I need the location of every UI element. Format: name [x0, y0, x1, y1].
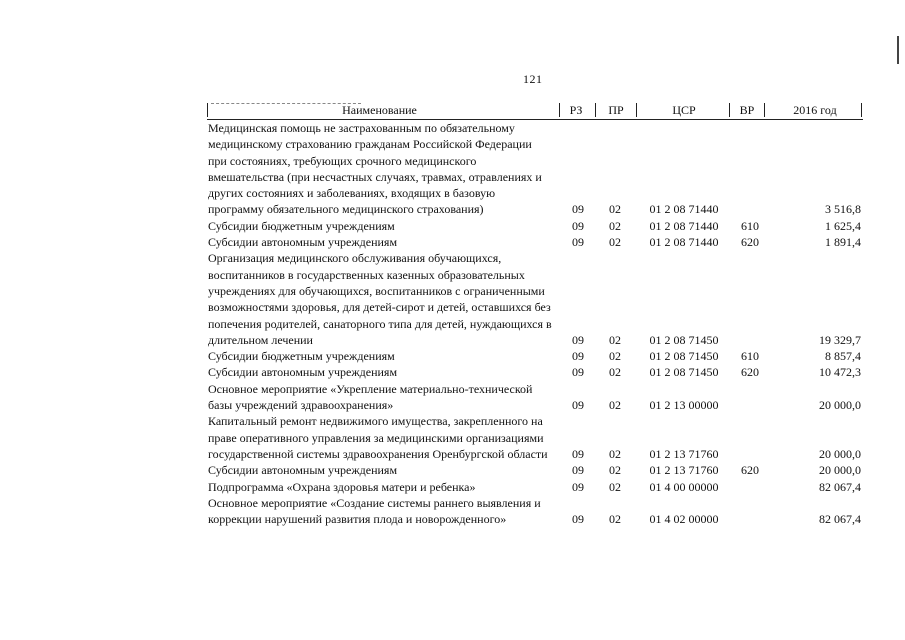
table-header	[207, 102, 863, 120]
row-rz: 09	[572, 332, 584, 347]
scan-edge-mark	[897, 36, 899, 64]
table-row	[207, 495, 863, 528]
row-name: Субсидии бюджетным учреждениям	[208, 349, 395, 364]
table-row	[207, 413, 863, 462]
row-csr: 01 2 08 71440	[649, 235, 719, 250]
row-csr: 01 2 13 00000	[649, 398, 719, 413]
row-sum: 20 000,0	[819, 446, 861, 461]
row-csr: 01 2 13 71760	[649, 446, 719, 461]
table-row	[207, 381, 863, 414]
table-row	[207, 462, 863, 478]
budget-table	[207, 102, 863, 527]
row-rz: 09	[572, 446, 584, 461]
header-csr: ЦСР	[672, 103, 696, 117]
table-row	[207, 364, 863, 380]
row-sum: 3 516,8	[825, 202, 861, 217]
row-sum: 10 472,3	[819, 365, 861, 380]
row-pr: 02	[609, 332, 621, 347]
table-row	[207, 250, 863, 348]
table-body	[207, 120, 863, 527]
row-name: Субсидии автономным учреждениям	[208, 365, 398, 380]
row-csr: 01 2 08 71450	[649, 365, 719, 380]
table-row	[207, 479, 863, 495]
row-pr: 02	[609, 235, 621, 250]
table-row	[207, 234, 863, 250]
row-pr: 02	[609, 398, 621, 413]
row-pr: 02	[609, 365, 621, 380]
table-row	[207, 348, 863, 364]
row-sum: 1 625,4	[825, 218, 861, 233]
row-name: Субсидии автономным учреждениям	[208, 463, 398, 478]
row-rz: 09	[572, 218, 584, 233]
header-year: 2016 год	[793, 103, 837, 117]
row-name: Основное мероприятие «Укрепление материально-технической базы учреждений здравоохранения»	[208, 381, 533, 413]
row-rz: 09	[572, 398, 584, 413]
table-row	[207, 120, 863, 218]
row-csr: 01 4 02 00000	[649, 512, 719, 527]
row-csr: 01 2 13 71760	[649, 463, 719, 478]
row-csr: 01 2 08 71450	[649, 332, 719, 347]
header-pr: ПР	[608, 103, 624, 117]
row-csr: 01 2 08 71440	[649, 218, 719, 233]
table-row	[207, 218, 863, 234]
column-separator	[729, 103, 730, 117]
row-sum: 82 067,4	[819, 479, 861, 494]
row-rz: 09	[572, 512, 584, 527]
row-rz: 09	[572, 202, 584, 217]
row-rz: 09	[572, 235, 584, 250]
row-rz: 09	[572, 349, 584, 364]
header-rz: РЗ	[569, 103, 583, 117]
row-sum: 20 000,0	[819, 463, 861, 478]
row-rz: 09	[572, 463, 584, 478]
header-name: Наименование	[342, 103, 417, 117]
page-number: 121	[523, 72, 543, 86]
row-vr: 610	[741, 349, 759, 364]
row-pr: 02	[609, 349, 621, 364]
column-separator	[595, 103, 596, 117]
row-vr: 620	[741, 365, 759, 380]
row-sum: 8 857,4	[825, 349, 861, 364]
row-name: Субсидии автономным учреждениям	[208, 235, 398, 250]
row-rz: 09	[572, 479, 584, 494]
row-sum: 1 891,4	[825, 235, 861, 250]
row-csr: 01 2 08 71440	[649, 202, 719, 217]
column-separator	[764, 103, 765, 117]
row-pr: 02	[609, 202, 621, 217]
row-name: Капитальный ремонт недвижимого имущества, закрепленного на праве оперативного управления за медицинскими организациями государственной системы здравоохранения Оренбургской области	[208, 414, 548, 461]
row-rz: 09	[572, 365, 584, 380]
row-pr: 02	[609, 218, 621, 233]
row-name: Медицинская помощь не застрахованным по обязательному медицинскому страхованию гражданам Российской Федерации при состояниях, требующих срочного медицинского вмешательства (при несчастных случаях, травмах, отравлениях и других состояниях и заболеваниях, входящих в базовую программу обязательного медицинского страхования)	[208, 121, 542, 217]
row-pr: 02	[609, 446, 621, 461]
row-sum: 20 000,0	[819, 398, 861, 413]
row-vr: 610	[741, 218, 759, 233]
row-vr: 620	[741, 463, 759, 478]
row-name: Организация медицинского обслуживания обучающихся, воспитанников в государственных казенных образовательных учреждениях для обучающихся, воспитанников с ограниченными возможностями здоровья, для детей-сирот и детей, оставшихся без попечения родителей, санаторного типа для детей, нуждающихся в длительном лечении	[208, 251, 552, 347]
row-name: Субсидии бюджетным учреждениям	[208, 218, 395, 233]
row-sum: 82 067,4	[819, 512, 861, 527]
header-vr: ВР	[739, 103, 755, 117]
row-name: Подпрограмма «Охрана здоровья матери и ребенка»	[208, 479, 476, 494]
row-name: Основное мероприятие «Создание системы раннего выявления и коррекции нарушений развития плода и новорожденного»	[208, 495, 541, 527]
row-pr: 02	[609, 463, 621, 478]
row-csr: 01 4 00 00000	[649, 479, 719, 494]
row-pr: 02	[609, 479, 621, 494]
column-separator	[861, 103, 862, 117]
row-csr: 01 2 08 71450	[649, 349, 719, 364]
column-separator	[636, 103, 637, 117]
row-pr: 02	[609, 512, 621, 527]
row-vr: 620	[741, 235, 759, 250]
row-sum: 19 329,7	[819, 332, 861, 347]
column-separator	[559, 103, 560, 117]
